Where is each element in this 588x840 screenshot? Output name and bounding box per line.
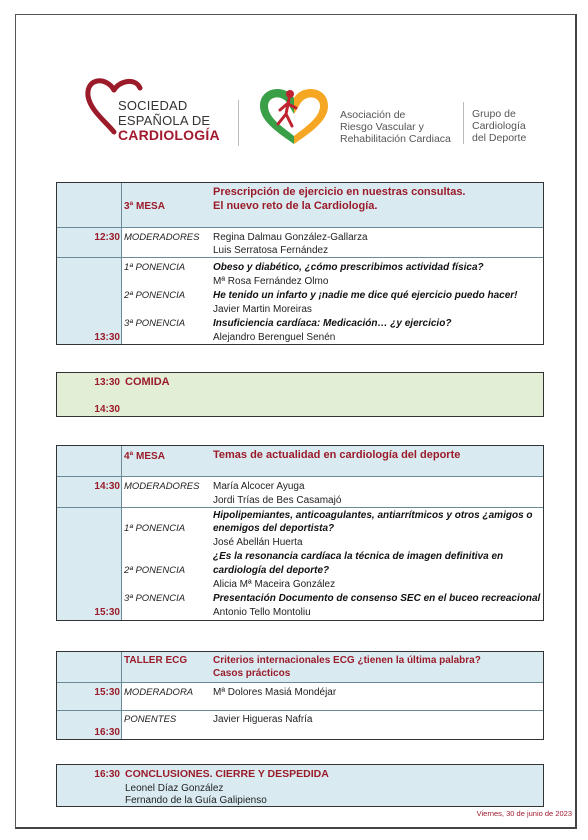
speaker-name: Mª Rosa Fernández Olmo	[213, 276, 329, 287]
taller-ecg-block	[56, 651, 544, 740]
mesa-3-header-row	[57, 183, 543, 227]
speaker-name: Leonel Díaz González	[125, 783, 224, 794]
comida-block	[56, 372, 544, 417]
moderadora-label: MODERADORA	[124, 687, 194, 698]
time-column	[57, 446, 122, 476]
mesa-4-title: Temas de actualidad en cardiología del deporte	[213, 449, 461, 461]
grupo-line1: Grupo de	[472, 108, 516, 120]
mesa-3-time-start: 12:30	[94, 232, 120, 243]
mesa-3-label: 3ª MESA	[124, 201, 165, 212]
mesa-3-title-line1: Prescripción de ejercicio en nuestras consultas.	[213, 186, 466, 198]
ponencia-label: 3ª PONENCIA	[124, 318, 186, 329]
header-divider	[238, 100, 239, 146]
asoc-line1: Asociación de	[340, 109, 406, 121]
moderator-name: Regina Dalmau González-Gallarza	[213, 232, 368, 243]
sec-name-line1: SOCIEDAD	[118, 98, 188, 113]
mesa-3-title-line2: El nuevo reto de la Cardiología.	[213, 200, 378, 212]
moderator-name: Luis Serratosa Fernández	[213, 245, 329, 256]
moderadores-label: MODERADORES	[124, 232, 200, 243]
ponencia-label: 2ª PONENCIA	[124, 565, 186, 576]
sec-logo	[84, 74, 234, 150]
taller-time-start: 15:30	[94, 687, 120, 698]
conclusiones-time: 16:30	[94, 769, 120, 780]
ponentes-label: PONENTES	[124, 714, 177, 725]
grupo-line2: Cardiología	[472, 120, 526, 132]
comida-time-end: 14:30	[94, 404, 120, 415]
speaker-name: José Abellán Huerta	[213, 537, 303, 548]
grupo-text	[472, 108, 526, 144]
asoc-line3: Rehabilitación Cardiaca	[340, 133, 451, 145]
mesa-4-time-end: 15:30	[94, 607, 120, 618]
header-divider-2	[463, 102, 464, 144]
sec-name-line3: CARDIOLOGÍA	[118, 127, 220, 143]
ponencia-label: 3ª PONENCIA	[124, 593, 186, 604]
mesa-3-ponencias-row	[57, 257, 543, 344]
moderator-name: Mª Dolores Masiá Mondéjar	[213, 687, 337, 698]
taller-title-line2: Casos prácticos	[213, 668, 291, 679]
runner-heart-icon	[256, 84, 332, 146]
ponencia-title: Hipolipemiantes, anticoagulantes, antiarrítmicos y otros ¿amigos o	[213, 510, 533, 521]
moderator-name: Jordi Trías de Bes Casamajó	[213, 495, 342, 506]
ponencia-title-cont: cardiología del deporte?	[213, 565, 330, 576]
speaker-name: Javier Martin Moreiras	[213, 304, 312, 315]
asociacion-logo	[256, 84, 336, 146]
ponencia-title: He tenido un infarto y ¡nadie me dice qué ejercicio puedo hacer!	[213, 290, 518, 301]
moderator-name: María Alcocer Ayuga	[213, 481, 305, 492]
taller-title-line1: Criterios internacionales ECG ¿tienen la última palabra?	[213, 655, 481, 666]
mesa-3-block	[56, 182, 544, 345]
moderadores-label: MODERADORES	[124, 481, 200, 492]
taller-time-end: 16:30	[94, 727, 120, 738]
mesa-4-block	[56, 445, 544, 621]
mesa-4-header-row	[57, 446, 543, 476]
speaker-name: Javier Higueras Nafría	[213, 714, 313, 725]
mesa-4-time-start: 14:30	[94, 481, 120, 492]
sec-name-line2: ESPAÑOLA DE	[118, 113, 211, 128]
speaker-name: Alejandro Berenguel Senén	[213, 332, 336, 343]
time-column	[57, 652, 122, 682]
mesa-3-moderadores-row	[57, 227, 543, 257]
taller-header-row	[57, 652, 543, 682]
comida-label: COMIDA	[125, 376, 170, 388]
asociacion-text	[340, 109, 451, 145]
speaker-name: Antonio Tello Montoliu	[213, 607, 311, 618]
time-column	[57, 183, 122, 227]
time-column	[57, 508, 122, 620]
speaker-name: Fernando de la Guía Galipienso	[125, 795, 267, 806]
conclusiones-block	[56, 764, 544, 807]
speaker-name: Alicia Mª Maceira González	[213, 579, 336, 590]
ponencia-label: 2ª PONENCIA	[124, 290, 186, 301]
taller-ponentes-row	[57, 710, 543, 739]
mesa-4-ponencias-row	[57, 507, 543, 620]
footer-date: Viernes, 30 de junio de 2023	[476, 809, 572, 818]
taller-label: TALLER ECG	[124, 655, 188, 666]
ponencia-title: ¿Es la resonancia cardíaca la técnica de imagen definitiva en	[213, 551, 504, 562]
asoc-line2: Riesgo Vascular y	[340, 121, 424, 133]
comida-time-start: 13:30	[94, 377, 120, 388]
ponencia-label: 1ª PONENCIA	[124, 262, 186, 273]
ponencia-label: 1ª PONENCIA	[124, 523, 186, 534]
mesa-4-moderadores-row	[57, 476, 543, 507]
ponencia-title: Insuficiencia cardíaca: Medicación… ¿y ejercicio?	[213, 318, 452, 329]
ponencia-title: Presentación Documento de consenso SEC en el buceo recreacional	[213, 593, 541, 604]
grupo-line3: del Deporte	[472, 132, 527, 144]
conclusiones-label: CONCLUSIONES. CIERRE Y DESPEDIDA	[125, 768, 329, 780]
ponencia-title: Obeso y diabético, ¿cómo prescribimos actividad física?	[213, 262, 484, 273]
mesa-4-label: 4ª MESA	[124, 451, 165, 462]
ponencia-title-cont: enemigos del deportista?	[213, 523, 335, 534]
taller-moderadora-row	[57, 682, 543, 710]
mesa-3-time-end: 13:30	[94, 332, 120, 343]
